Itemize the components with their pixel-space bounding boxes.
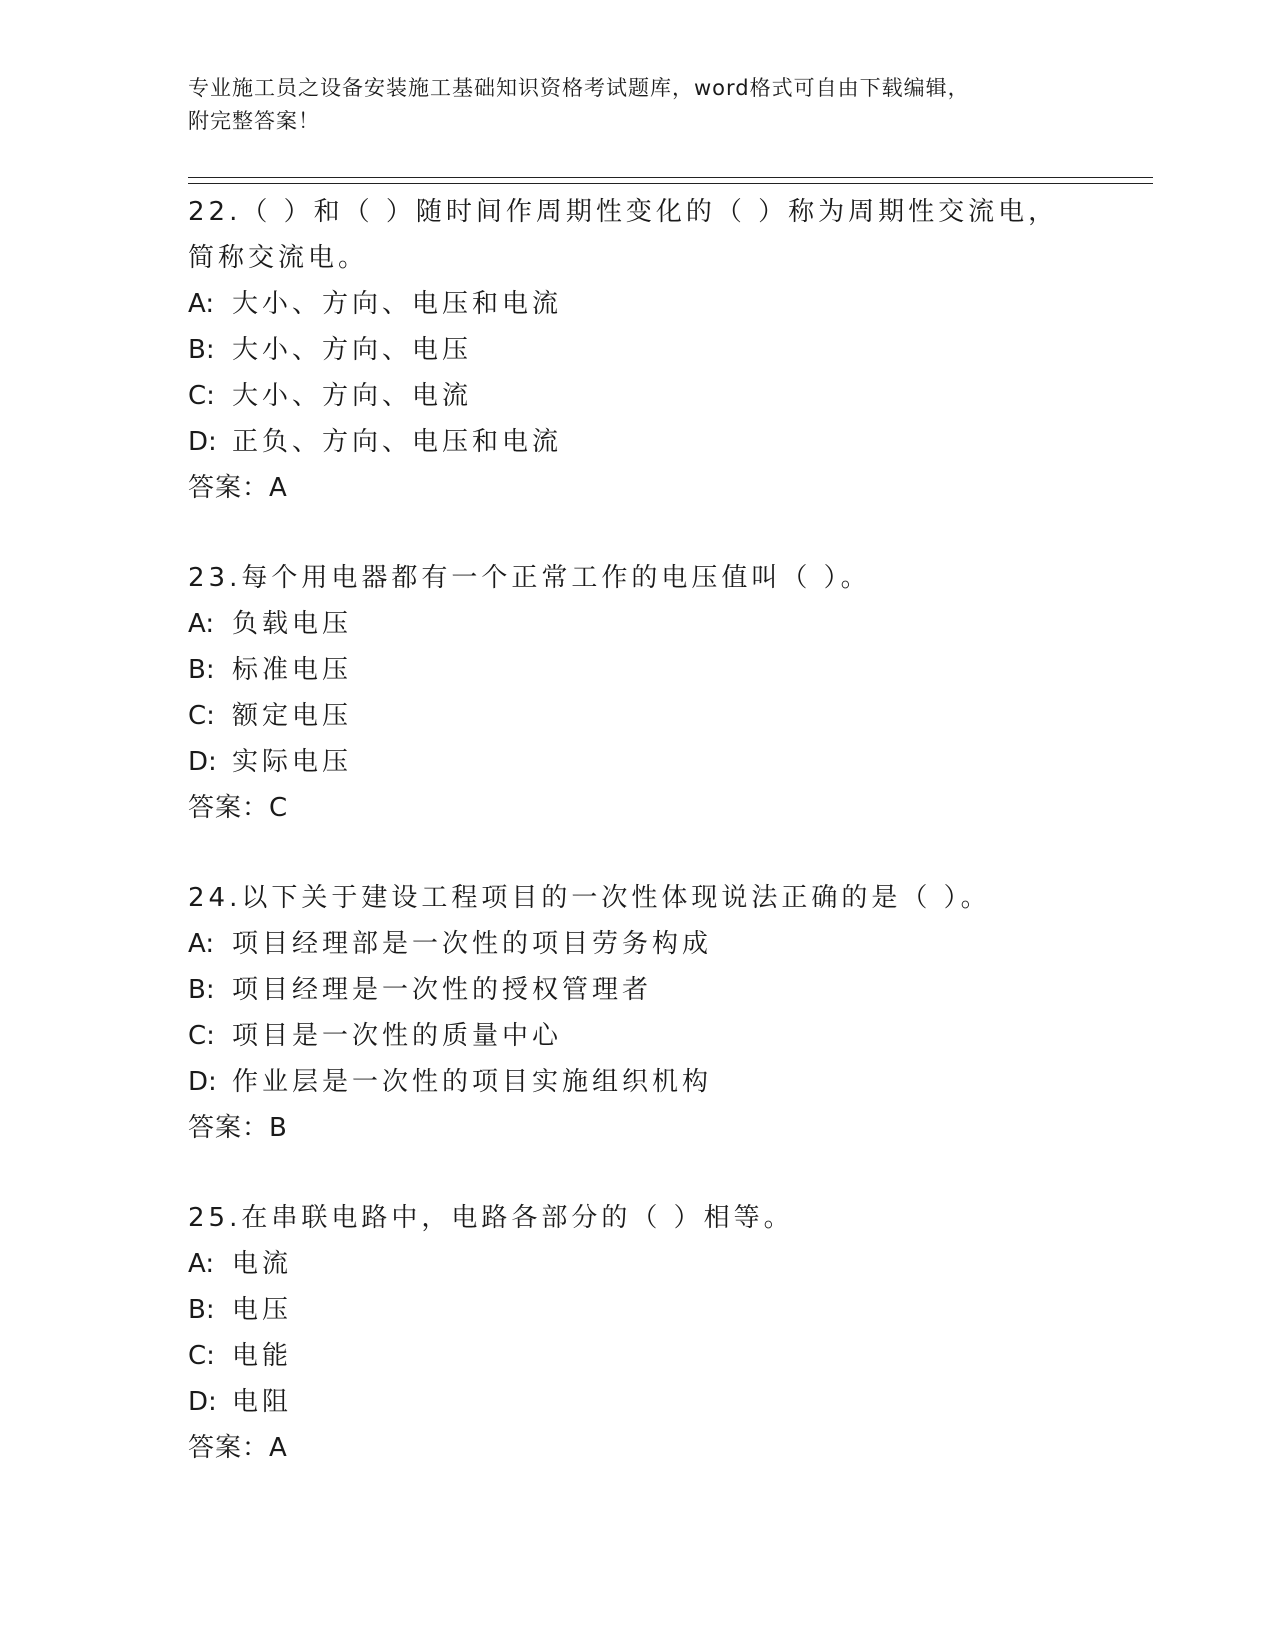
option-d (188, 1059, 1068, 1105)
answer-line: 答案：C (188, 793, 289, 823)
option-key: D: (188, 1387, 217, 1417)
option-key: B: (188, 655, 215, 685)
header-line-1: 专业施工员之设备安装施工基础知识资格考试题库，word格式可自由下载编辑， (188, 76, 970, 100)
option-a (188, 1241, 1068, 1287)
option-a (188, 921, 1068, 967)
option-text: 大小、方向、电流 (232, 381, 473, 411)
option-a (188, 281, 1068, 327)
option-key: D: (188, 1067, 217, 1097)
option-b (188, 647, 1068, 693)
option-key: C: (188, 1021, 215, 1051)
option-b (188, 1287, 1068, 1333)
option-d (188, 419, 1068, 465)
option-text: 电流 (232, 1249, 293, 1279)
option-text: 正负、方向、电压和电流 (232, 427, 563, 457)
question-24 (188, 875, 1068, 1151)
option-text: 大小、方向、电压 (232, 335, 473, 365)
answer-line: 答案：A (188, 473, 288, 503)
option-text: 标准电压 (232, 655, 353, 685)
option-text: 负载电压 (232, 609, 353, 639)
option-key: B: (188, 335, 215, 365)
option-key: A: (188, 609, 215, 639)
option-text: 项目是一次性的质量中心 (232, 1021, 563, 1051)
question-text: 22.（ ）和（ ）随时间作周期性变化的（ ）称为周期性交流电，简称交流电。 (188, 197, 1059, 273)
option-key: C: (188, 701, 215, 731)
option-key: A: (188, 289, 215, 319)
question-text: 25.在串联电路中，电路各部分的（ ）相等。 (188, 1203, 794, 1233)
header-line-2: 附完整答案！ (188, 109, 320, 133)
question-22 (188, 189, 1068, 511)
answer-line: 答案：B (188, 1113, 288, 1143)
option-text: 项目经理是一次性的授权管理者 (232, 975, 653, 1005)
document-header (188, 72, 1088, 138)
option-key: B: (188, 975, 215, 1005)
question-23 (188, 555, 1068, 831)
option-text: 电阻 (232, 1387, 293, 1417)
option-c (188, 693, 1068, 739)
option-key: A: (188, 929, 215, 959)
option-c (188, 373, 1068, 419)
question-25 (188, 1195, 1068, 1471)
option-key: C: (188, 1341, 215, 1371)
question-text: 24.以下关于建设工程项目的一次性体现说法正确的是（ ）。 (188, 883, 991, 913)
header-divider (188, 177, 1153, 184)
option-c (188, 1333, 1068, 1379)
option-text: 项目经理部是一次性的项目劳务构成 (232, 929, 713, 959)
option-text: 电能 (232, 1341, 293, 1371)
option-key: A: (188, 1249, 215, 1279)
option-text: 电压 (232, 1295, 293, 1325)
option-a (188, 601, 1068, 647)
option-text: 大小、方向、电压和电流 (232, 289, 563, 319)
option-key: D: (188, 747, 217, 777)
option-text: 实际电压 (232, 747, 353, 777)
option-key: D: (188, 427, 217, 457)
question-text: 23.每个用电器都有一个正常工作的电压值叫（ ）。 (188, 563, 871, 593)
option-d (188, 739, 1068, 785)
answer-line: 答案：A (188, 1433, 288, 1463)
option-b (188, 327, 1068, 373)
option-text: 额定电压 (232, 701, 353, 731)
option-b (188, 967, 1068, 1013)
option-d (188, 1379, 1068, 1425)
option-c (188, 1013, 1068, 1059)
option-key: C: (188, 381, 215, 411)
option-key: B: (188, 1295, 215, 1325)
question-list (188, 189, 1068, 1515)
option-text: 作业层是一次性的项目实施组织机构 (232, 1067, 713, 1097)
